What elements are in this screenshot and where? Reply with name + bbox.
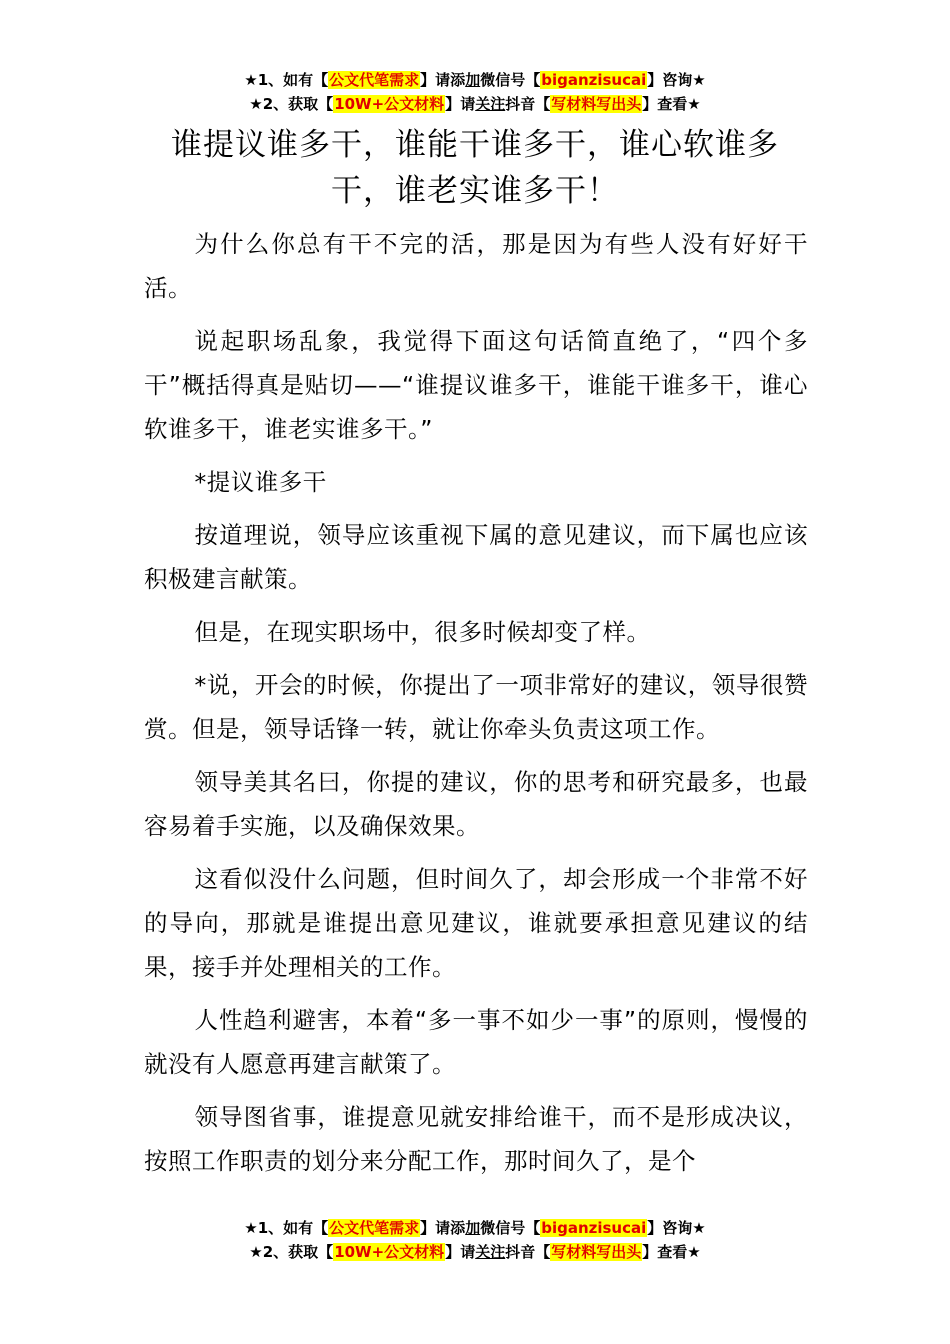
highlight-materials: 10W+公文材料 — [334, 95, 445, 113]
banner-text: ★2、获取【 — [249, 1243, 334, 1261]
banner-text: ★2、获取【 — [249, 95, 334, 113]
banner-text: 】查看★ — [642, 95, 701, 113]
banner-text: ★1、如有【 — [244, 1219, 329, 1237]
banner-text: 关注 — [475, 1243, 506, 1261]
paragraph: 人性趋利避害，本着“多一事不如少一事”的原则，慢慢的就没有人愿意再建言献策了。 — [144, 1006, 808, 1078]
highlight-service: 公文代笔需求 — [329, 71, 420, 89]
banner-line-1 — [0, 1216, 950, 1240]
paragraph: *说，开会的时候，你提出了一项非常好的建议，领导很赞赏。但是，领导话锋一转，就让你牵头负责这项工作。 — [144, 671, 808, 743]
banner-text: ★1、如有【 — [244, 71, 329, 89]
footer-banner — [0, 1216, 950, 1264]
paragraph: 说起职场乱象，我觉得下面这句话简直绝了，“四个多干”概括得真是贴切——“谁提议谁多干，谁能干谁多干，谁心软谁多干，谁老实谁多干。” — [144, 327, 808, 443]
paragraph: 为什么你总有干不完的活，那是因为有些人没有好好干活。 — [144, 230, 808, 302]
highlight-wechat-id: biganzisucai — [541, 71, 647, 89]
banner-text: 加 — [465, 71, 481, 89]
highlight-wechat-id: biganzisucai — [541, 1219, 647, 1237]
banner-text: 】咨询★ — [647, 1219, 706, 1237]
article-title: 谁提议谁多干，谁能干谁多干，谁心软谁多干，谁老实谁多干！ — [171, 127, 779, 209]
banner-text: 】请添 — [420, 1219, 466, 1237]
banner-text: 微信号【 — [480, 1219, 541, 1237]
highlight-service: 公文代笔需求 — [329, 1219, 420, 1237]
banner-text: 抖音【 — [505, 95, 551, 113]
banner-text: 关注 — [475, 95, 506, 113]
banner-text: 】咨询★ — [647, 71, 706, 89]
paragraph: 领导图省事，谁提意见就安排给谁干，而不是形成决议，按照工作职责的划分来分配工作，那时间久了，是个 — [144, 1103, 808, 1175]
banner-text: 加 — [465, 1219, 481, 1237]
highlight-douyin-account: 写材料写出头 — [551, 95, 642, 113]
highlight-materials: 10W+公文材料 — [334, 1243, 445, 1261]
banner-text: 微信号【 — [480, 71, 541, 89]
banner-line-1 — [0, 68, 950, 92]
banner-text: 】请 — [445, 95, 476, 113]
header-banner — [0, 68, 950, 116]
banner-text: 】查看★ — [642, 1243, 701, 1261]
paragraph: 但是，在现实职场中，很多时候却变了样。 — [194, 618, 651, 646]
paragraph: 领导美其名曰，你提的建议，你的思考和研究最多，也最容易着手实施，以及确保效果。 — [144, 768, 808, 840]
banner-text: 抖音【 — [505, 1243, 551, 1261]
banner-text: 】请添 — [420, 71, 466, 89]
paragraph: 这看似没什么问题，但时间久了，却会形成一个非常不好的导向，那就是谁提出意见建议，谁就要承担意见建议的结果，接手并处理相关的工作。 — [144, 865, 808, 981]
highlight-douyin-account: 写材料写出头 — [551, 1243, 642, 1261]
banner-line-2 — [0, 1240, 950, 1264]
banner-text: 】请 — [445, 1243, 476, 1261]
banner-line-2 — [0, 92, 950, 116]
paragraph: 按道理说，领导应该重视下属的意见建议，而下属也应该积极建言献策。 — [144, 521, 808, 593]
section-heading: *提议谁多干 — [194, 468, 327, 496]
article-body — [144, 222, 808, 1192]
